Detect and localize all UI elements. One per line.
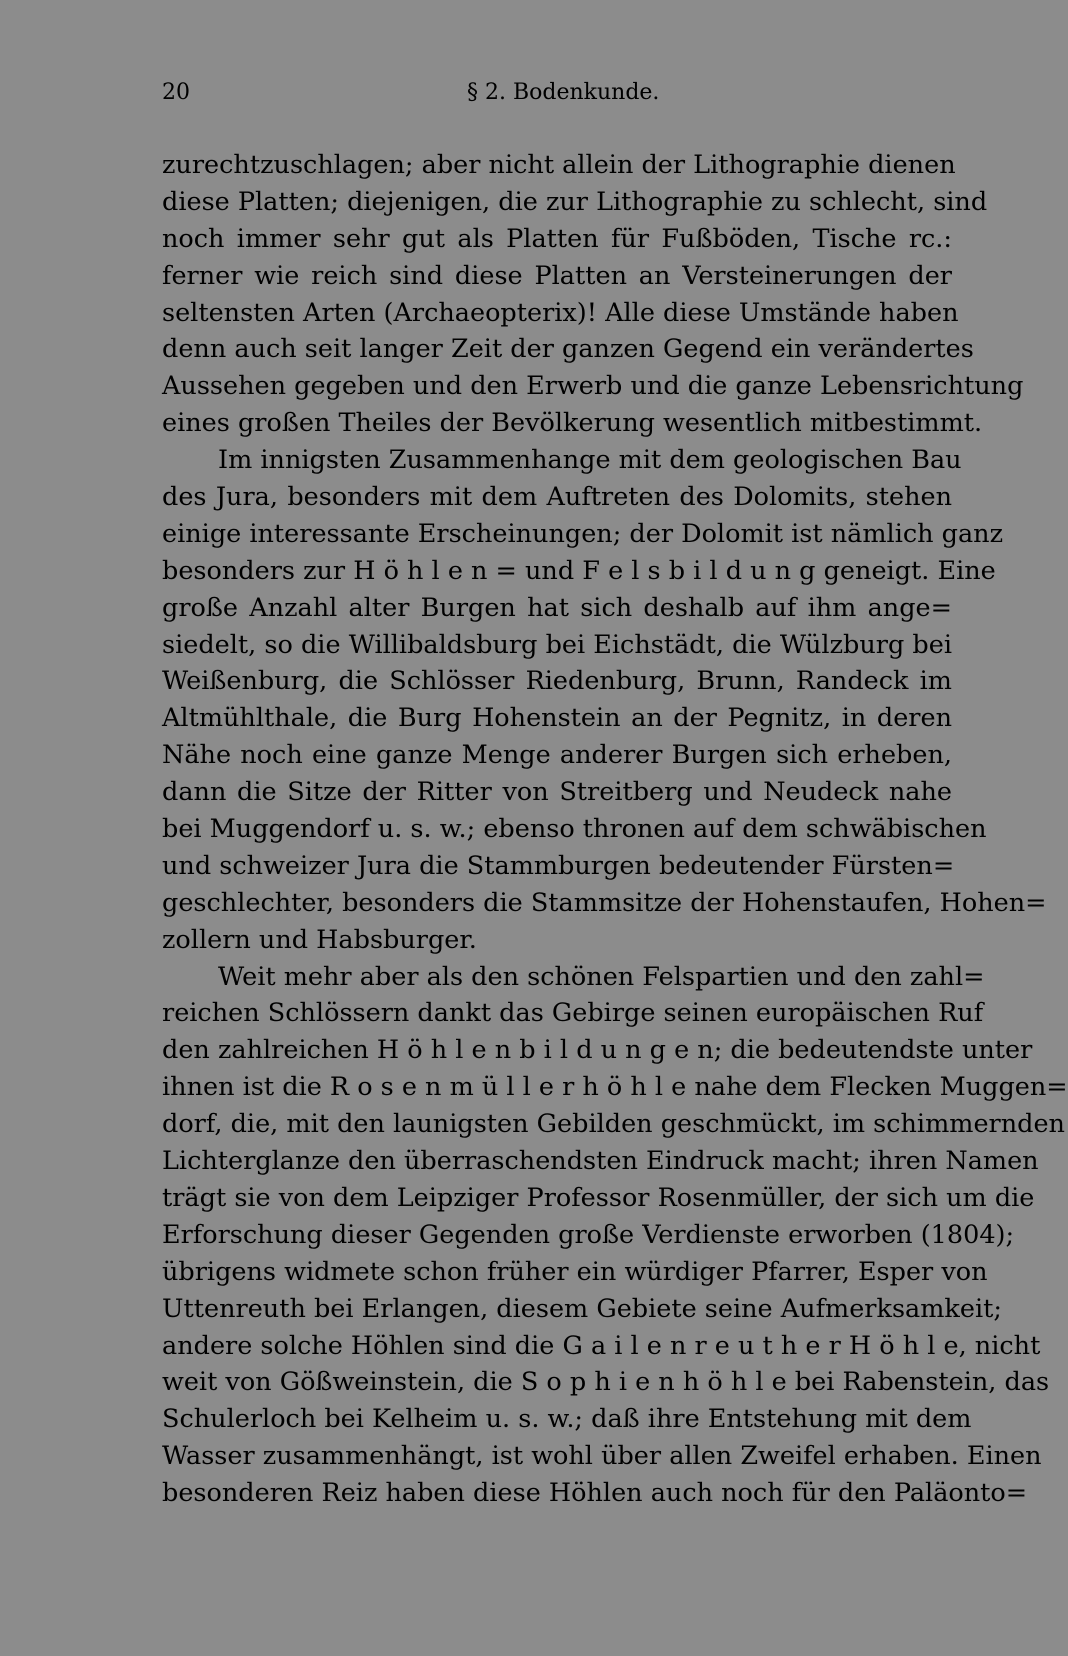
text-line: trägt sie von dem Leipziger Professor Rosenmüller, der sich um die: [162, 1182, 1035, 1213]
text-line: Lichterglanze den überraschendsten Eindruck macht; ihren Namen: [162, 1146, 1039, 1177]
text-line: Nähe noch eine ganze Menge anderer Burgen sich erheben,: [162, 740, 952, 771]
text-line: Im innigsten Zusammenhange mit dem geologischen Bau: [218, 445, 962, 476]
body-text: [162, 147, 1068, 1512]
text-line: Wasser zusammenhängt, ist wohl über allen Zweifel erhaben. Einen: [162, 1441, 1042, 1472]
text-line: weit von Gößweinstein, die S o p h i e n h ö h l e bei Rabenstein, das: [162, 1367, 1050, 1398]
text-line: zollern und Habsburger.: [162, 924, 477, 955]
text-line: ihnen ist die R o s e n m ü l l e r h ö h l e nahe dem Flecken Muggen=: [162, 1072, 1068, 1103]
text-line: andere solche Höhlen sind die G a i l e n r e u t h e r H ö h l e, nicht: [162, 1330, 1041, 1361]
text-line: diese Platten; diejenigen, die zur Lithographie zu schlecht, sind: [162, 186, 988, 217]
text-line: Schulerloch bei Kelheim u. s. w.; daß ihre Entstehung mit dem: [162, 1404, 972, 1435]
text-line: siedelt, so die Willibaldsburg bei Eichstädt, die Wülzburg bei: [162, 629, 952, 660]
text-line: besonderen Reiz haben diese Höhlen auch noch für den Paläonto=: [162, 1478, 1028, 1509]
text-line: des Jura, besonders mit dem Auftreten des Dolomits, stehen: [162, 482, 952, 513]
text-line: und schweizer Jura die Stammburgen bedeutender Fürsten=: [162, 850, 955, 881]
running-head: § 2. Bodenkunde.: [467, 80, 660, 105]
text-line: besonders zur H ö h l e n = und F e l s b i l d u n g geneigt. Eine: [162, 555, 996, 586]
text-line: Aussehen gegeben und den Erwerb und die ganze Lebensrichtung: [162, 371, 1024, 402]
text-line: reichen Schlössern dankt das Gebirge seinen europäischen Ruf: [162, 998, 984, 1029]
text-line: noch immer sehr gut als Platten für Fußböden, Tische rc.:: [162, 223, 952, 254]
text-line: dann die Sitze der Ritter von Streitberg und Neudeck nahe: [162, 777, 952, 808]
text-line: seltensten Arten (Archaeopterix)! Alle diese Umstände haben: [162, 297, 959, 328]
text-line: große Anzahl alter Burgen hat sich deshalb auf ihm ange=: [162, 592, 952, 623]
text-line: den zahlreichen H ö h l e n b i l d u n g e n; die bedeutendste unter: [162, 1035, 1033, 1066]
page-header: [162, 80, 952, 110]
text-line: Weit mehr aber als den schönen Felspartien und den zahl=: [218, 961, 985, 992]
text-line: einige interessante Erscheinungen; der Dolomit ist nämlich ganz: [162, 518, 1004, 549]
text-line: geschlechter, besonders die Stammsitze der Hohenstaufen, Hohen=: [162, 887, 1047, 918]
text-line: Erforschung dieser Gegenden große Verdienste erworben (1804);: [162, 1219, 1015, 1250]
text-line: zurechtzuschlagen; aber nicht allein der Lithographie dienen: [162, 150, 956, 180]
page-number: 20: [162, 80, 190, 105]
text-line: übrigens widmete schon früher ein würdiger Pfarrer, Esper von: [162, 1256, 988, 1287]
text-line: eines großen Theiles der Bevölkerung wesentlich mitbestimmt.: [162, 408, 983, 439]
text-line: ferner wie reich sind diese Platten an Versteinerungen der: [162, 260, 952, 291]
text-line: dorf, die, mit den launigsten Gebilden geschmückt, im schimmernden: [162, 1109, 1065, 1140]
text-line: Uttenreuth bei Erlangen, diesem Gebiete seine Aufmerksamkeit;: [162, 1293, 1002, 1324]
text-line: denn auch seit langer Zeit der ganzen Gegend ein verändertes: [162, 334, 974, 365]
text-line: Altmühlthale, die Burg Hohenstein an der Pegnitz, in deren: [162, 703, 952, 734]
text-line: Weißenburg, die Schlösser Riedenburg, Brunn, Randeck im: [162, 666, 952, 697]
text-line: bei Muggendorf u. s. w.; ebenso thronen auf dem schwäbischen: [162, 814, 987, 845]
